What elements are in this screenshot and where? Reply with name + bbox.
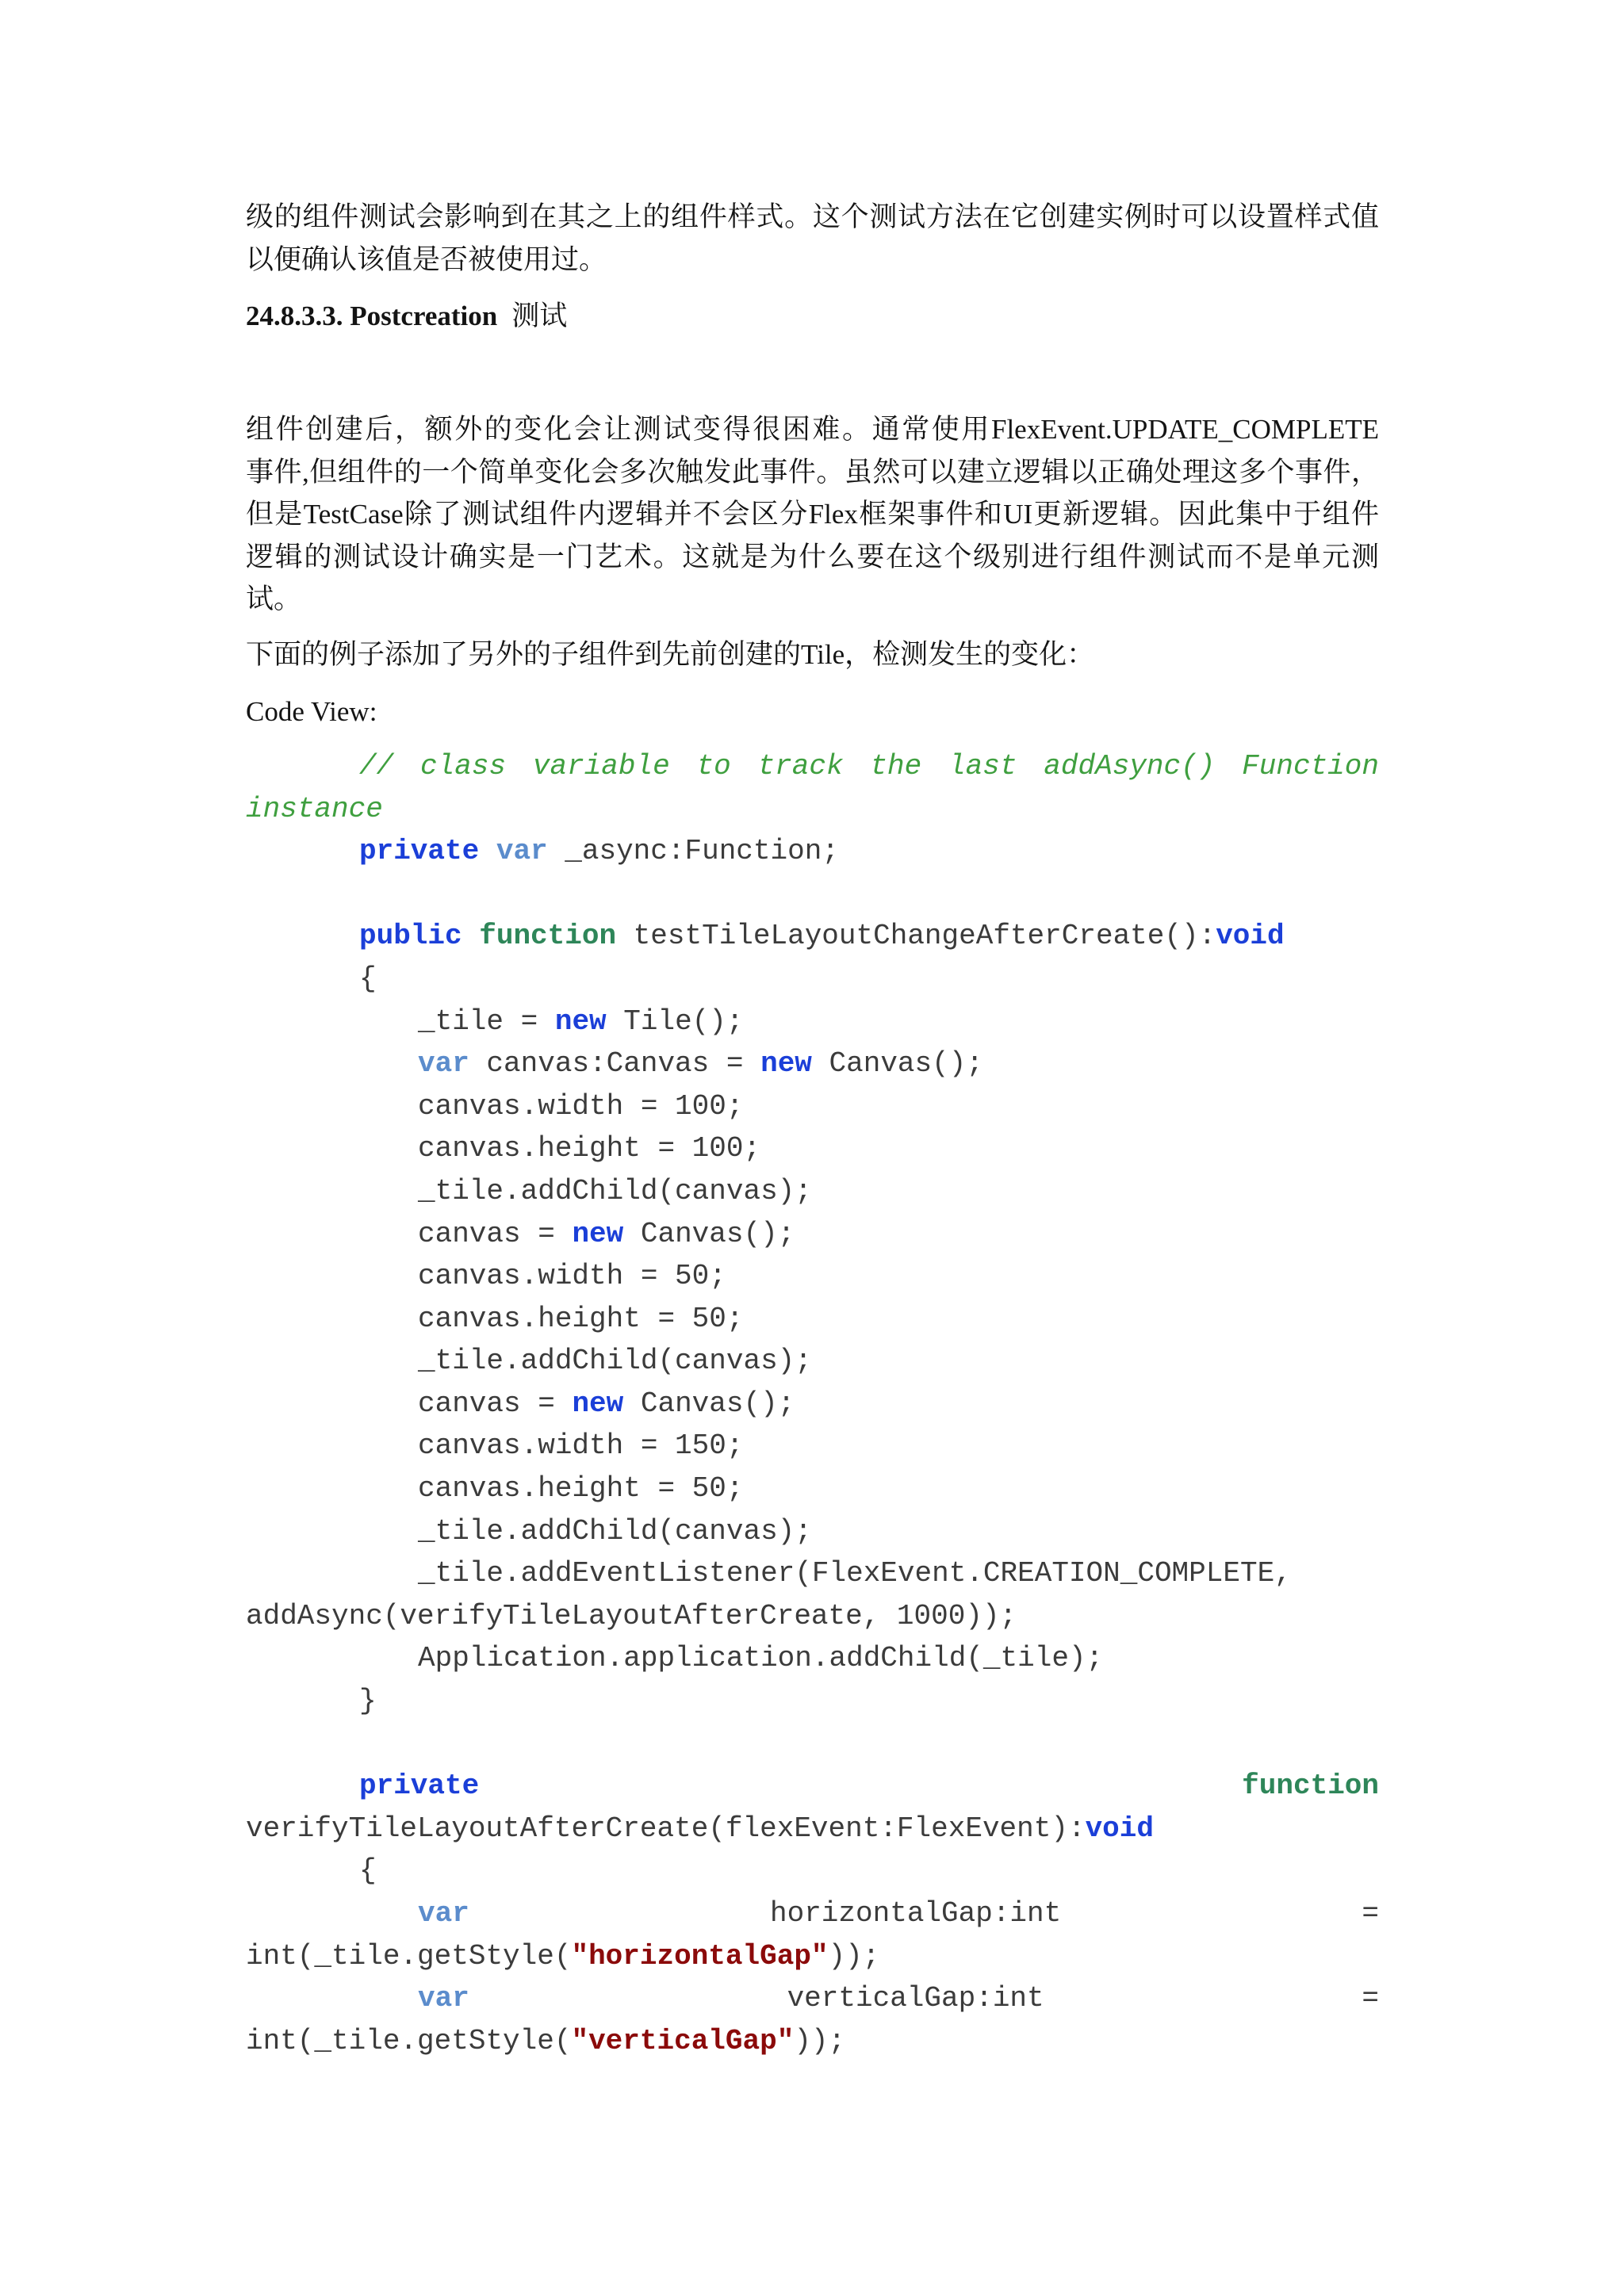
body-text-line: 试。 xyxy=(246,584,302,615)
code-blank-line xyxy=(246,873,1379,916)
code-text: )); xyxy=(828,1939,880,1973)
code-line xyxy=(246,1595,1379,1638)
code-comment: instance xyxy=(246,792,383,825)
code-line xyxy=(246,958,1379,1001)
code-keyword: public xyxy=(359,920,462,953)
code-keyword: new xyxy=(760,1047,812,1081)
code-keyword: void xyxy=(1085,1812,1154,1845)
code-line xyxy=(246,745,1379,788)
code-keyword: void xyxy=(1216,920,1285,953)
code-text: canvas.width = 100; xyxy=(418,1089,744,1123)
code-text: Application.application.addChild(_tile); xyxy=(418,1642,1104,1675)
code-line xyxy=(246,1298,1379,1341)
code-text: canvas.width = 150; xyxy=(418,1429,744,1463)
code-keyword: var xyxy=(418,1047,469,1081)
code-keyword: new xyxy=(554,1004,607,1038)
code-text: } xyxy=(359,1685,377,1718)
code-text: canvas = xyxy=(418,1387,555,1420)
code-line xyxy=(246,1213,1379,1256)
paragraph xyxy=(246,633,1379,676)
page-content xyxy=(246,196,1379,2062)
code-text: canvas.height = 50; xyxy=(418,1302,744,1335)
code-keyword: function xyxy=(1242,1770,1379,1803)
code-text: canvas.height = 100; xyxy=(418,1132,761,1165)
code-text: _tile.addChild(canvas); xyxy=(418,1514,812,1548)
code-line xyxy=(246,915,1379,958)
code-keyword: private xyxy=(359,835,480,868)
code-text: verifyTileLayoutAfterCreate(flexEvent:FlexEvent): xyxy=(246,1812,1086,1845)
code-string: "verticalGap" xyxy=(571,2024,795,2057)
code-text: canvas = xyxy=(418,1217,555,1250)
code-text: horizontalGap:int = xyxy=(769,1897,1380,1930)
code-keyword: var xyxy=(418,1982,469,2015)
code-blank-line xyxy=(246,1723,1379,1766)
code-text: { xyxy=(359,962,377,995)
code-line xyxy=(246,1001,1379,1043)
code-line xyxy=(246,1765,1379,1808)
body-text-line: 但是TestCase除了测试组件内逻辑并不会区分Flex框架事件和UI更新逻辑。因此集中于组件 xyxy=(246,499,1379,530)
code-text: { xyxy=(359,1854,377,1888)
code-text: Canvas(); xyxy=(829,1047,983,1081)
intro-paragraph xyxy=(246,196,1379,281)
code-text: canvas.width = 50; xyxy=(418,1260,726,1293)
body-text-line: 逻辑的测试设计确实是一门艺术。这就是为什么要在这个级别进行组件测试而不是单元测 xyxy=(246,541,1379,572)
code-line xyxy=(246,1808,1379,1850)
code-keyword: new xyxy=(572,1387,624,1420)
code-block xyxy=(246,745,1379,2062)
code-text: )); xyxy=(794,2024,846,2057)
code-line xyxy=(246,1892,1379,1935)
code-line xyxy=(246,2020,1379,2063)
section-number: 24.8.3.3. xyxy=(246,300,343,331)
body-text-line: 事件,但组件的一个简单变化会多次触发此事件。虽然可以建立逻辑以正确处理这多个事件， xyxy=(246,456,1379,488)
code-line xyxy=(246,1850,1379,1892)
code-text: verticalGap:int = xyxy=(787,1982,1379,2015)
code-keyword: var xyxy=(418,1897,469,1930)
code-text: canvas.height = 50; xyxy=(418,1472,744,1506)
code-line xyxy=(246,1255,1379,1298)
section-heading xyxy=(246,295,1379,338)
code-text: int(_tile.getStyle( xyxy=(246,2024,572,2057)
code-line xyxy=(246,1425,1379,1468)
code-line xyxy=(246,788,1379,831)
code-text: int(_tile.getStyle( xyxy=(246,1939,572,1973)
code-text: Canvas(); xyxy=(640,1387,795,1420)
code-line xyxy=(246,1680,1379,1723)
code-line xyxy=(246,1552,1379,1595)
code-line xyxy=(246,1383,1379,1425)
section-title-suffix: 测试 xyxy=(511,300,568,331)
paragraph xyxy=(246,408,1379,621)
body-text-line: 下面的例子添加了另外的子组件到先前创建的Tile，检测发生的变化： xyxy=(246,638,1095,670)
body-text-line: 级的组件测试会影响到在其之上的组件样式。这个测试方法在它创建实例时可以设置样式值 xyxy=(246,201,1379,232)
code-line xyxy=(246,1510,1379,1553)
code-text: _tile.addChild(canvas); xyxy=(418,1345,812,1378)
code-line xyxy=(246,1043,1379,1085)
body-text-line: 组件创建后，额外的变化会让测试变得很困难。通常使用FlexEvent.UPDATE_COMPLETE xyxy=(246,414,1379,445)
code-text: Tile(); xyxy=(623,1004,744,1038)
code-line xyxy=(246,1085,1379,1128)
code-line xyxy=(246,1977,1379,2020)
code-keyword: private xyxy=(359,1770,480,1803)
code-keyword: var xyxy=(496,835,548,868)
code-line xyxy=(246,1935,1379,1978)
code-line xyxy=(246,830,1379,873)
code-text: _async:Function; xyxy=(565,835,839,868)
code-view-label: Code View: xyxy=(246,695,377,727)
code-keyword: function xyxy=(479,920,617,953)
code-text: _tile.addChild(canvas); xyxy=(418,1174,812,1207)
code-line xyxy=(246,1468,1379,1510)
code-line xyxy=(246,1637,1379,1680)
code-comment: // class variable to track the last addAsync() Function xyxy=(359,749,1379,783)
code-line xyxy=(246,1170,1379,1213)
code-line xyxy=(246,1340,1379,1383)
code-string: "horizontalGap" xyxy=(571,1939,829,1973)
code-text: _tile = xyxy=(418,1004,538,1038)
body-text-line: 以便确认该值是否被使用过。 xyxy=(246,244,607,275)
code-text: _tile.addEventListener(FlexEvent.CREATION_COMPLETE, xyxy=(418,1557,1292,1590)
code-keyword: new xyxy=(572,1217,624,1250)
section-title: Postcreation xyxy=(350,300,498,331)
code-text: addAsync(verifyTileLayoutAfterCreate, 1000)); xyxy=(246,1599,1017,1632)
code-text: Canvas(); xyxy=(640,1217,795,1250)
code-text: canvas:Canvas = xyxy=(486,1047,744,1081)
code-line xyxy=(246,1127,1379,1170)
code-text: testTileLayoutChangeAfterCreate(): xyxy=(633,920,1216,953)
